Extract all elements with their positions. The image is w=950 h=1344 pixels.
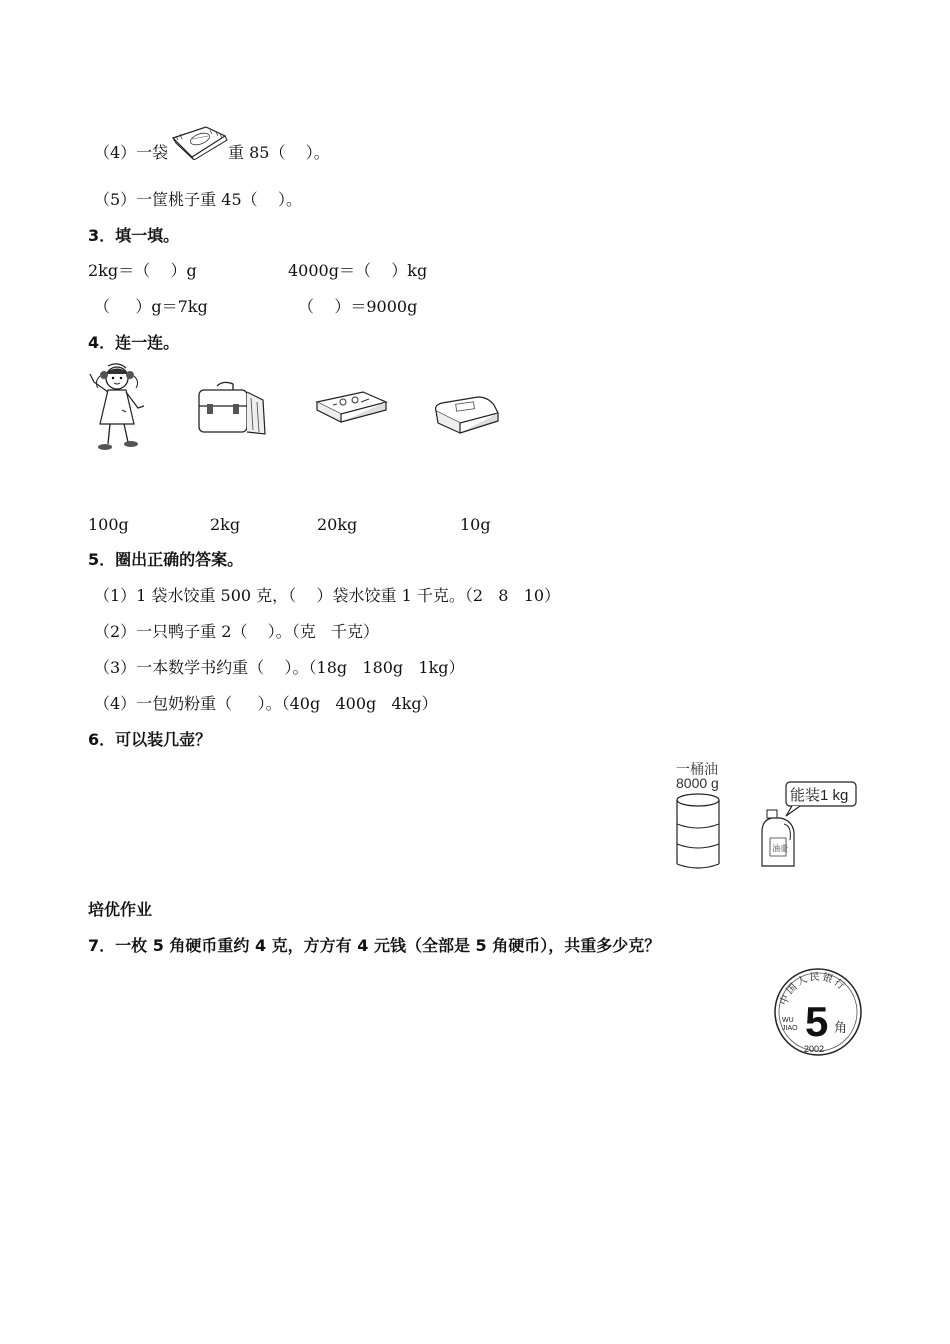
q4-heading: 4．连一连。 (88, 333, 180, 352)
eraser-icon (430, 395, 504, 437)
section-title: 培优作业 (88, 900, 153, 919)
q3-item-b: 4000g＝（ ）kg (288, 261, 428, 280)
q7-heading: 7．一枚 5 角硬币重约 4 克，方方有 4 元钱（全部是 5 角硬币），共重多少克？ (88, 936, 661, 955)
q5-item: （4）一包奶粉重（ ）。（40g 400g 4kg） (94, 694, 438, 713)
coin-pinyin: WU (782, 1017, 794, 1024)
q4-label: 10g (460, 515, 491, 534)
q3-item-d: （ ）＝9000g (298, 297, 418, 316)
jug-label-text: 油壶 (772, 844, 788, 853)
q5-item: （2）一只鸭子重 2（ ）。（克 千克） (94, 622, 380, 641)
schoolbag-icon (193, 380, 269, 436)
q6-heading: 6．可以装几壶？ (88, 730, 212, 749)
oil-barrel-illustration (668, 758, 738, 872)
q4-label: 100g (88, 515, 129, 534)
q4-label: 2kg (210, 515, 241, 534)
jug-bubble-text: 能装1 kg (790, 787, 849, 804)
coin-value: 5 (805, 998, 829, 1045)
q5-heading: 5．圈出正确的答案。 (88, 550, 244, 569)
coin-year: 2002 (804, 1044, 825, 1054)
pencil-box-icon (313, 388, 389, 428)
q3-item-c: （ ）g＝7kg (94, 297, 208, 316)
barrel-label-1: 一桶油 (676, 761, 718, 777)
q2-item4-suffix: 重 85（ ）。 (228, 143, 330, 162)
q3-heading: 3．填一填。 (88, 226, 180, 245)
q2-item5: （5）一筐桃子重 45（ ）。 (94, 190, 302, 209)
q5-item: （1）1 袋水饺重 500 克，（ ）袋水饺重 1 千克。（2 8 10） (94, 586, 561, 605)
girl-icon (86, 362, 148, 454)
coin-arc-text: 中国人民银行 (778, 971, 848, 1007)
noodle-bag-icon (170, 124, 228, 160)
barrel-label-2: 8000 g (676, 775, 719, 791)
q2-item4-prefix: （4）一袋 (94, 143, 169, 162)
coin-pinyin: JIAO (782, 1025, 798, 1032)
q4-label: 20kg (317, 515, 358, 534)
five-jiao-coin-illustration (772, 966, 864, 1058)
oil-jug-illustration (756, 776, 860, 872)
coin-unit: 角 (834, 1020, 848, 1035)
q5-item: （3）一本数学书约重（ ）。（18g 180g 1kg） (94, 658, 465, 677)
q3-item-a: 2kg＝（ ）g (88, 261, 197, 280)
